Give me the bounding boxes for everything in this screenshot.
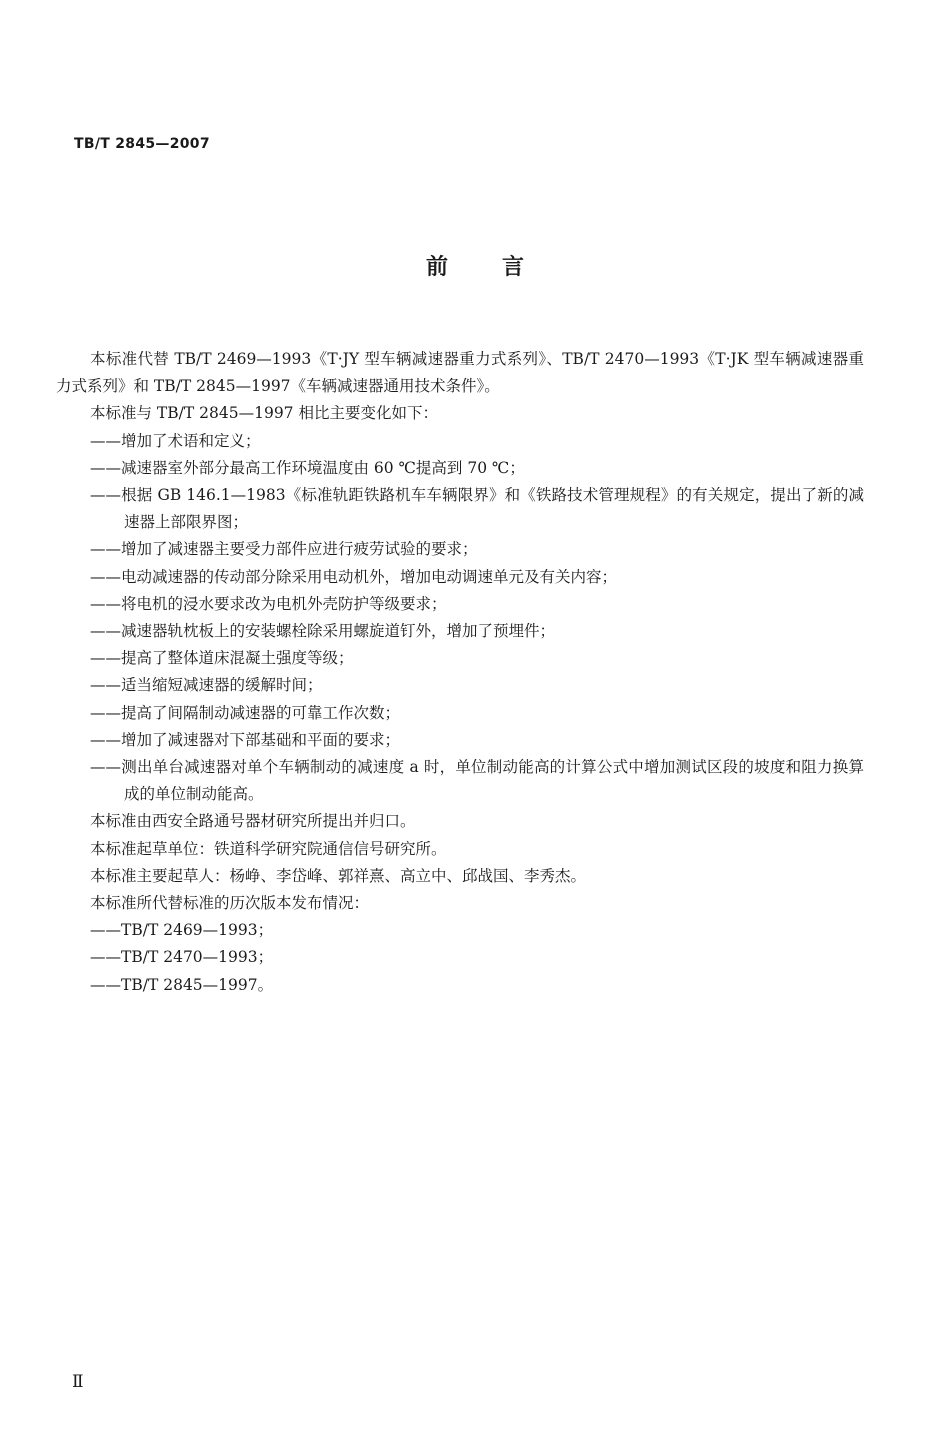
paragraph-replacement: 本标准代替 TB/T 2469—1993《T·JY 型车辆减速器重力式系列》、TB/T 2470—1993《T·JK 型车辆减速器重力式系列》和 TB/T 2845—1997《车辆减速器通用技术条件》。 xyxy=(56,350,864,396)
paragraph-proposer: 本标准由西安全路通号器材研究所提出并归口。 xyxy=(90,812,416,831)
title-char-1: 前 xyxy=(425,255,448,280)
list-item: ——增加了术语和定义； xyxy=(90,431,261,450)
document-code: TB/T 2845—2007 xyxy=(74,136,210,152)
list-item: ——提高了间隔制动减速器的可靠工作次数； xyxy=(90,703,401,722)
list-item: ——测出单台减速器对单个车辆制动的减速度 a 时，单位制动能高的计算公式中增加测试区段的坡度和阻力换算成的单位制动能高。 xyxy=(90,758,864,804)
paragraph-drafters: 本标准主要起草人：杨峥、李岱峰、郭祥熹、高立中、邱战国、李秀杰。 xyxy=(90,866,587,885)
list-item: ——将电机的浸水要求改为电机外壳防护等级要求； xyxy=(90,594,447,613)
list-item: ——减速器室外部分最高工作环境温度由 60 ℃提高到 70 ℃； xyxy=(90,458,525,477)
paragraph-drafting-unit: 本标准起草单位：铁道科学研究院通信信号研究所。 xyxy=(90,839,447,858)
history-item: ——TB/T 2845—1997。 xyxy=(90,975,274,994)
history-item: ——TB/T 2470—1993； xyxy=(90,948,274,967)
list-item: ——电动减速器的传动部分除采用电动机外，增加电动调速单元及有关内容； xyxy=(90,567,618,586)
paragraph-history-intro: 本标准所代替标准的历次版本发布情况： xyxy=(90,894,370,913)
list-item: ——提高了整体道床混凝土强度等级； xyxy=(90,649,354,668)
list-item: ——增加了减速器对下部基础和平面的要求； xyxy=(90,730,401,749)
history-item: ——TB/T 2469—1993； xyxy=(90,921,274,940)
list-item: ——减速器轨枕板上的安装螺栓除采用螺旋道钉外，增加了预埋件； xyxy=(90,622,556,641)
list-item: ——增加了减速器主要受力部件应进行疲劳试验的要求； xyxy=(90,540,478,559)
page-number: Ⅱ xyxy=(72,1372,84,1392)
page-title xyxy=(0,250,950,281)
list-item: ——根据 GB 146.1—1983《标准轨距铁路机车车辆限界》和《铁路技术管理规程》的有关规定，提出了新的减速器上部限界图； xyxy=(90,486,864,532)
list-item: ——适当缩短减速器的缓解时间； xyxy=(90,676,323,695)
foreword-body xyxy=(56,346,864,999)
title-char-2: 言 xyxy=(502,255,525,280)
paragraph-changes-intro: 本标准与 TB/T 2845—1997 相比主要变化如下： xyxy=(90,404,438,423)
